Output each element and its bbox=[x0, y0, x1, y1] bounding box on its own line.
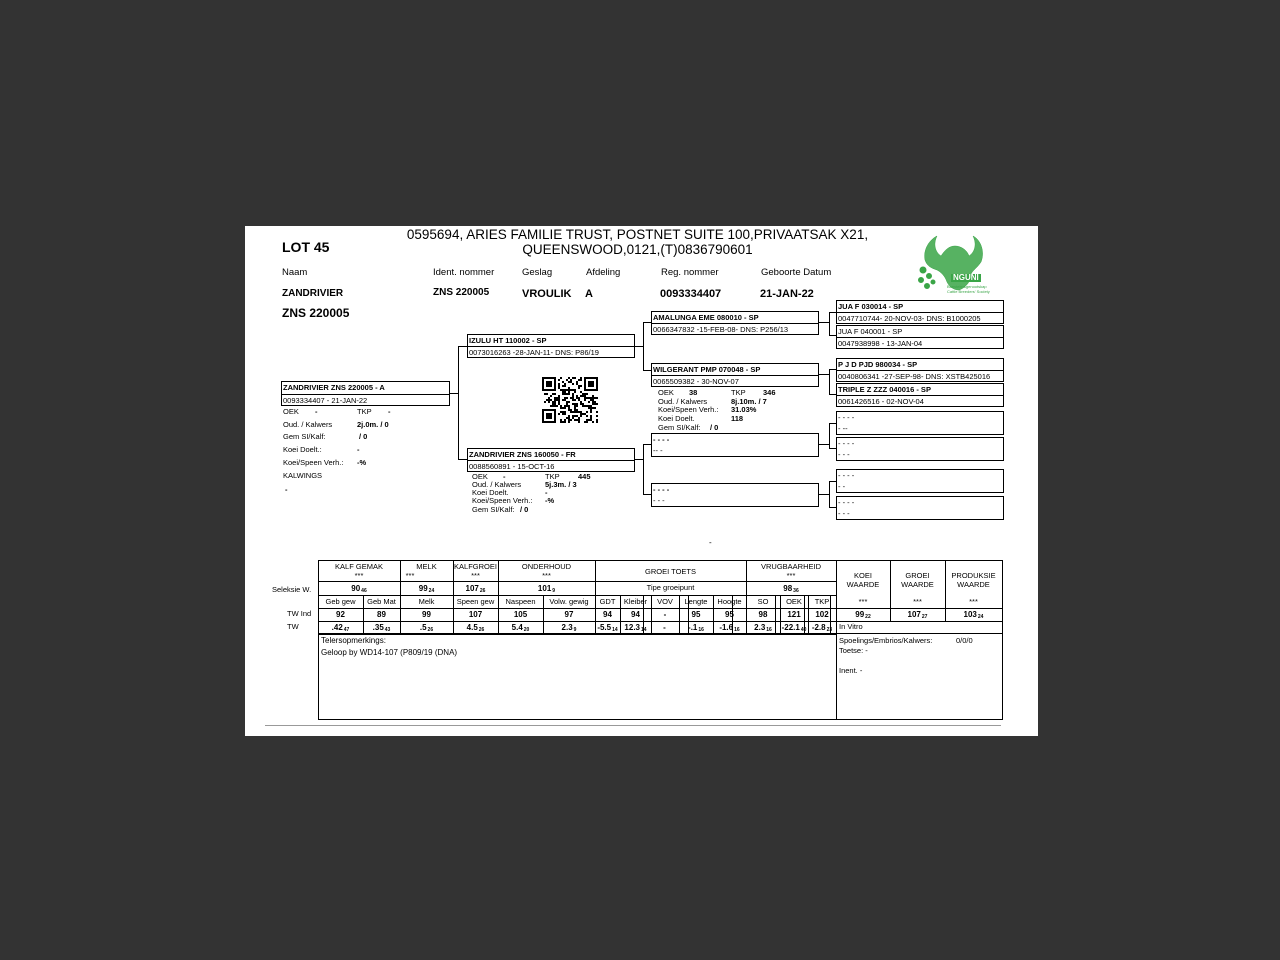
ggp-name: - - - - bbox=[838, 413, 855, 422]
value: -5.5 bbox=[597, 623, 612, 632]
value: - bbox=[285, 485, 288, 494]
value: 5.4 bbox=[511, 623, 523, 632]
subject-sub: 0093334407 - 21-JAN-22 bbox=[283, 396, 368, 405]
value: -.1 bbox=[688, 623, 698, 632]
value-rank: 40 bbox=[800, 627, 807, 633]
value-rank: 26 bbox=[427, 627, 434, 633]
col-tw bbox=[713, 624, 746, 632]
group-groei-toets: GROEI TOETS bbox=[645, 567, 696, 576]
value-rank: 46 bbox=[361, 588, 367, 594]
waarde-ind bbox=[945, 611, 1002, 619]
owner-line-2: QUEENSWOOD,0121,(T)0836790601 bbox=[522, 242, 753, 257]
col-tw-ind: 95 bbox=[691, 610, 701, 619]
animal-reg: 0093334407 bbox=[660, 288, 722, 300]
value-rank: 23 bbox=[826, 627, 833, 633]
ggp-sub: - - - bbox=[838, 450, 850, 459]
value: 90 bbox=[351, 584, 361, 593]
waarde-label: GROEI bbox=[905, 571, 930, 580]
table-line bbox=[679, 595, 680, 634]
value-rank: 36 bbox=[793, 588, 799, 594]
lot-number: LOT 45 bbox=[282, 239, 330, 255]
dd-sub: - - - bbox=[653, 496, 665, 505]
logo-brand: NGUNI bbox=[953, 273, 979, 282]
value-rank: 16 bbox=[766, 627, 772, 633]
value: - bbox=[545, 488, 548, 497]
toetse: Toetse: - bbox=[839, 646, 868, 655]
value-rank: 16 bbox=[734, 627, 740, 633]
label: TKP bbox=[545, 472, 560, 481]
value: 107 bbox=[907, 610, 921, 619]
value-rank: 47 bbox=[343, 627, 350, 633]
label: Gem SI/Kalf: bbox=[472, 505, 515, 514]
ggp-name: P J D PJD 980034 - SP bbox=[838, 360, 918, 369]
label: Gem SI/Kalf: bbox=[658, 423, 701, 432]
col-tw bbox=[746, 624, 780, 632]
geboorte-header: Geboorte Datum bbox=[761, 267, 832, 278]
value: 2.3 bbox=[561, 623, 573, 632]
sire-name: IZULU HT 110002 - SP bbox=[469, 336, 547, 345]
value: 99 bbox=[855, 610, 865, 619]
remarks-label: Telersopmerkings: bbox=[321, 636, 386, 645]
value: 103 bbox=[963, 610, 977, 619]
value: -1.6 bbox=[719, 623, 734, 632]
col-tw bbox=[363, 624, 400, 632]
waarde-label: WAARDE bbox=[957, 580, 990, 589]
row-label-tw-ind: TW Ind bbox=[287, 609, 312, 618]
value: 4.5 bbox=[466, 623, 478, 632]
ggp-name: - - - - bbox=[838, 498, 855, 507]
col-tw bbox=[651, 624, 679, 632]
ident-header: Ident. nommer bbox=[433, 267, 495, 278]
value-rank: 16 bbox=[698, 627, 704, 633]
col-tw-ind: 95 bbox=[725, 610, 734, 619]
dam-name: ZANDRIVIER ZNS 160050 - FR bbox=[469, 450, 576, 459]
group-groei-sub: Tipe groeipunt bbox=[646, 583, 695, 592]
group-melk: MELK bbox=[416, 562, 437, 571]
label: KALWINGS bbox=[283, 471, 323, 480]
separator-dot: - bbox=[709, 538, 712, 547]
col-tw-ind: - bbox=[663, 610, 667, 619]
sire-sub: 0073016263 -28-JAN-11- DNS: P86/19 bbox=[469, 348, 599, 357]
value: 12.3 bbox=[624, 623, 640, 632]
group-onderhoud: ONDERHOUD bbox=[521, 562, 572, 571]
value-rank: 22 bbox=[865, 614, 871, 620]
col-tw-ind: 94 bbox=[603, 610, 612, 619]
label: Oud. / Kalwers bbox=[283, 420, 333, 429]
waarde-label: KOEI bbox=[854, 571, 872, 580]
value: 107 bbox=[465, 584, 479, 593]
animal-geslag: VROULIK bbox=[522, 288, 572, 300]
table-line bbox=[363, 595, 364, 634]
col-header: VOV bbox=[657, 597, 673, 606]
ggp-name: - - - - bbox=[838, 471, 855, 480]
reg-header: Reg. nommer bbox=[661, 267, 719, 278]
naam-header: Naam bbox=[282, 267, 308, 278]
table-line bbox=[620, 595, 621, 634]
dam-sub: 0088560891 - 15-OCT-16 bbox=[469, 462, 555, 471]
table-border bbox=[1002, 560, 1003, 720]
row-label-seleksie: Seleksie W. bbox=[272, 585, 312, 594]
logo-sub2: Cattle Breeders' Society bbox=[947, 289, 990, 294]
col-header: TKP bbox=[814, 597, 830, 606]
label: Oud. / Kalwers bbox=[658, 397, 708, 406]
animal-naam: ZANDRIVIER bbox=[282, 288, 344, 299]
animal-geboorte: 21-JAN-22 bbox=[760, 288, 814, 300]
col-tw bbox=[543, 624, 595, 632]
group-vrugbaarheid: VRUGBAARHEID bbox=[760, 562, 821, 571]
spoelings-value: 0/0/0 bbox=[956, 636, 973, 645]
sel-kalfgroei bbox=[453, 585, 498, 593]
value: -% bbox=[545, 496, 555, 505]
ggp-sub: - - - bbox=[838, 509, 850, 518]
value: 99 bbox=[418, 584, 428, 593]
sel-kalf-gemak bbox=[318, 585, 400, 593]
value: - bbox=[503, 472, 506, 481]
table-border bbox=[318, 719, 1003, 720]
value-rank: 9 bbox=[552, 588, 556, 594]
label: OEK bbox=[283, 407, 299, 416]
col-tw-ind: 121 bbox=[787, 610, 801, 619]
ggp-name: JUA F 040001 - SP bbox=[838, 327, 903, 336]
value-rank: 14 bbox=[612, 627, 618, 633]
col-tw-ind: 97 bbox=[564, 610, 574, 619]
label: TKP bbox=[357, 407, 372, 416]
label: Oud. / Kalwers bbox=[472, 480, 522, 489]
ds-name: - - - - bbox=[653, 435, 670, 444]
value-rank: 14 bbox=[641, 627, 647, 633]
inent: Inent. - bbox=[839, 666, 863, 675]
label: Koei/Speen Verh.: bbox=[283, 458, 344, 467]
ds-sub: -- - bbox=[653, 446, 663, 455]
table-line bbox=[713, 595, 714, 634]
bottom-rule bbox=[265, 725, 1001, 726]
remarks-value: Geloop by WD14-107 (P809/19 (DNA) bbox=[321, 648, 458, 657]
col-tw bbox=[400, 624, 453, 632]
value-rank: 26 bbox=[478, 627, 485, 633]
value: 8j.10m. / 7 bbox=[731, 397, 767, 406]
col-header: Naspeen bbox=[505, 597, 536, 606]
waarde-label: WAARDE bbox=[846, 580, 880, 589]
row-label-tw: TW bbox=[287, 622, 299, 631]
in-vitro: In Vitro bbox=[839, 622, 863, 631]
table-border bbox=[318, 560, 319, 720]
sd-name: WILGERANT PMP 070048 - SP bbox=[653, 365, 761, 374]
col-header: Volw. gewig bbox=[549, 597, 589, 606]
value: 5j.3m. / 3 bbox=[545, 480, 577, 489]
value: .35 bbox=[372, 623, 384, 632]
value: 2j.0m. / 0 bbox=[357, 420, 389, 429]
col-tw bbox=[679, 624, 713, 632]
group-stars: *** bbox=[354, 571, 364, 580]
subject-name: ZANDRIVIER ZNS 220005 - A bbox=[283, 383, 385, 392]
table-line bbox=[318, 581, 836, 582]
col-header: Lengte bbox=[684, 597, 708, 606]
ggp-sub: 0047938998 - 13-JAN-04 bbox=[838, 339, 923, 348]
geslag-header: Geslag bbox=[522, 267, 553, 278]
value: 101 bbox=[537, 584, 552, 593]
dd-name: - - - - bbox=[653, 485, 670, 494]
table-line bbox=[318, 621, 1003, 622]
col-header: Speen gew bbox=[456, 597, 495, 606]
col-header: SO bbox=[757, 597, 769, 606]
value: .42 bbox=[331, 623, 343, 632]
ggp-name: TRIPLE Z ZZZ 040016 - SP bbox=[838, 385, 931, 394]
value: -% bbox=[357, 458, 367, 467]
col-header: Geb gew bbox=[325, 597, 356, 606]
col-tw bbox=[453, 624, 498, 632]
col-header: Kleiber bbox=[623, 597, 648, 606]
group-stars: *** bbox=[786, 571, 796, 580]
spoelings-label: Spoelings/Embrios/Kalwers: bbox=[839, 636, 933, 645]
afdeling-header: Afdeling bbox=[586, 267, 621, 278]
ggp-sub: - - bbox=[838, 482, 846, 491]
value: -2.8 bbox=[811, 623, 826, 632]
table-line bbox=[651, 595, 652, 634]
col-header: Hoogte bbox=[717, 597, 742, 606]
ggp-name: - - - - bbox=[838, 439, 855, 448]
group-kalf-gemak: KALF GEMAK bbox=[335, 562, 383, 571]
pedigree-sheet bbox=[245, 226, 1038, 736]
col-tw-ind: 92 bbox=[336, 610, 345, 619]
group-stars: *** bbox=[471, 571, 480, 580]
col-tw bbox=[780, 624, 808, 632]
label: OEK bbox=[658, 388, 674, 397]
ggp-name: JUA F 030014 - SP bbox=[838, 302, 904, 311]
ggp-sub: 0040806341 -27-SEP-98- DNS: XSTB425016 bbox=[838, 372, 991, 381]
value: / 0 bbox=[520, 505, 529, 514]
col-tw bbox=[498, 624, 543, 632]
value: 31.03% bbox=[731, 405, 757, 414]
waarde-ind bbox=[890, 611, 945, 619]
group-stars: *** bbox=[405, 571, 415, 580]
table-line bbox=[543, 595, 544, 634]
col-tw-ind: 102 bbox=[815, 610, 829, 619]
value-rank: 9 bbox=[573, 627, 577, 633]
ggp-sub: 0047710744- 20-NOV-03- DNS: B1000205 bbox=[838, 314, 981, 323]
sel-melk bbox=[400, 585, 453, 593]
sel-vrugbaarheid bbox=[746, 585, 836, 593]
table-line bbox=[808, 595, 809, 634]
col-tw bbox=[595, 624, 620, 632]
col-tw-ind: 89 bbox=[377, 610, 386, 619]
waarde-label: PRODUKSIE bbox=[951, 571, 996, 580]
value: -22.1 bbox=[781, 623, 800, 632]
value: - bbox=[315, 407, 318, 416]
label: Koei/Speen Verh.: bbox=[472, 496, 533, 505]
value: - bbox=[388, 407, 391, 416]
value: .5 bbox=[419, 623, 427, 632]
value-rank: 26 bbox=[479, 588, 486, 594]
label: Koei/Speen Verh.: bbox=[658, 405, 719, 414]
label: OEK bbox=[472, 472, 488, 481]
animal-code: ZNS 220005 bbox=[282, 306, 350, 320]
group-kalfgroei: KALFGROEI bbox=[454, 562, 497, 571]
animal-ident: ZNS 220005 bbox=[433, 287, 490, 298]
label: TKP bbox=[731, 388, 746, 397]
value: 2.3 bbox=[754, 623, 766, 632]
table-line bbox=[836, 633, 1003, 634]
value: - bbox=[357, 445, 360, 454]
col-tw-ind: 99 bbox=[422, 610, 431, 619]
col-header: GDT bbox=[599, 597, 616, 606]
logo-sub1: Beestelersgenootskap bbox=[947, 284, 987, 289]
value: 38 bbox=[689, 388, 698, 397]
table-line bbox=[318, 595, 836, 596]
table-border bbox=[318, 560, 1003, 561]
value-rank: 24 bbox=[977, 614, 984, 620]
col-tw bbox=[620, 624, 651, 632]
value: / 0 bbox=[359, 432, 368, 441]
table-line bbox=[318, 608, 1003, 609]
value: 98 bbox=[783, 584, 793, 593]
ggp-sub: - -- bbox=[838, 424, 848, 433]
value-rank: 20 bbox=[523, 627, 530, 633]
label: Koei Doelt.: bbox=[283, 445, 322, 454]
value-rank: 24 bbox=[428, 588, 435, 594]
waarde-stars: *** bbox=[969, 597, 978, 606]
waarde-stars: *** bbox=[858, 597, 868, 606]
value: 118 bbox=[731, 414, 744, 423]
waarde-label: WAARDE bbox=[901, 580, 934, 589]
col-tw-ind: 94 bbox=[631, 610, 640, 619]
value-rank: 43 bbox=[384, 627, 391, 633]
waarde-stars: *** bbox=[913, 597, 922, 606]
col-tw-ind: 98 bbox=[758, 610, 768, 619]
label: Koei Doelt. bbox=[658, 414, 695, 423]
col-header: Melk bbox=[418, 597, 435, 606]
ss-name: AMALUNGA EME 080010 - SP bbox=[653, 313, 759, 322]
table-line bbox=[318, 633, 836, 635]
col-header: Geb Mat bbox=[367, 597, 396, 606]
group-stars: *** bbox=[542, 571, 551, 580]
value: / 0 bbox=[710, 423, 719, 432]
value: 346 bbox=[763, 388, 776, 397]
owner-line-1: 0595694, ARIES FAMILIE TRUST, POSTNET SUITE 100,PRIVAATSAK X21, bbox=[406, 227, 869, 242]
label: Gem SI/Kalf: bbox=[283, 432, 326, 441]
sd-sub: 0065509382 - 30-NOV-07 bbox=[653, 377, 739, 386]
col-header: OEK bbox=[786, 597, 802, 606]
sel-onderhoud bbox=[498, 585, 595, 593]
value: - bbox=[663, 623, 666, 632]
waarde-ind bbox=[836, 611, 890, 619]
animal-afdeling: A bbox=[585, 288, 593, 300]
value-rank: 27 bbox=[921, 614, 928, 620]
value: 445 bbox=[578, 472, 591, 481]
label: Koei Doelt. bbox=[472, 488, 509, 497]
col-tw bbox=[808, 624, 836, 632]
col-tw bbox=[318, 624, 363, 632]
ggp-sub: 0061426516 - 02-NOV-04 bbox=[838, 397, 924, 406]
col-tw-ind: 107 bbox=[468, 610, 483, 619]
ss-sub: 0066347832 -15-FEB-08- DNS: P256/13 bbox=[653, 325, 789, 334]
ebv-table bbox=[245, 226, 1038, 736]
col-tw-ind: 105 bbox=[513, 610, 528, 619]
